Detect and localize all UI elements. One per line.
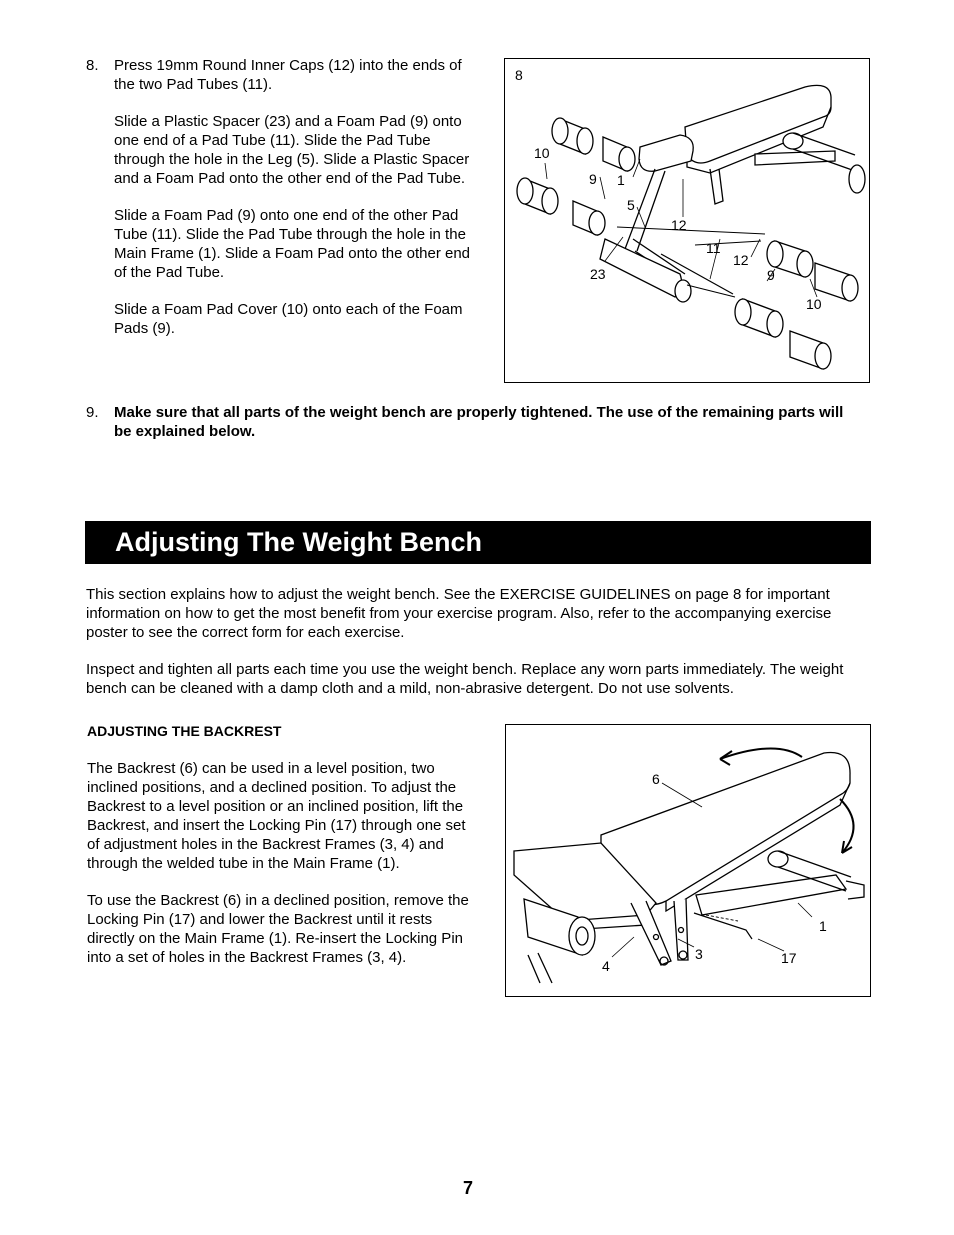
figure-step-label: 8 xyxy=(515,67,523,83)
section-banner xyxy=(85,521,871,564)
backrest-paragraph: To use the Backrest (6) in a declined position, remove the Locking Pin (17) and lower the Backrest until it rests directly on the Main Frame (1). Re-insert the Locking Pin into a set of holes in the Backrest Frames (3, 4). xyxy=(87,892,469,966)
callout-label: 10 xyxy=(806,296,822,312)
callout-label: 4 xyxy=(602,958,610,974)
callout-label: 11 xyxy=(706,240,721,256)
step-8-figure xyxy=(504,58,870,383)
backrest-figure xyxy=(505,724,871,997)
section-intro xyxy=(86,585,872,716)
callout-label: 9 xyxy=(767,267,775,283)
backrest-paragraph: The Backrest (6) can be used in a level position, two inclined positions, and a declined position. To adjust the Backrest to a level position or an inclined position, lift the Backrest, and insert the Locking Pin (17) through one set of adjustment holes in the Backrest Frames (3, 4) and through the welded tube in the Main Frame (1). xyxy=(87,760,466,872)
step-8-paragraph: Slide a Plastic Spacer (23) and a Foam Pad (9) onto one end of a Pad Tube (11). Slide the Pad Tube through the hole in the Leg (5). Slide a Plastic Spacer and a Foam Pad onto the other end of the Pad Tube. xyxy=(114,113,470,187)
callout-label: 3 xyxy=(695,946,703,962)
step-8-paragraph: Slide a Foam Pad (9) onto one end of the other Pad Tube (11). Slide the Pad Tube through the hole in the Main Frame (1). Slide a Foam Pad onto the other end of the Pad Tube. xyxy=(114,207,471,281)
step-8-number: 8. xyxy=(86,57,99,74)
step-9-text: Make sure that all parts of the weight bench are properly tightened. The use of the remaining parts will be explained below. xyxy=(114,404,844,440)
callout-label: 10 xyxy=(534,145,550,161)
backrest-heading: ADJUSTING THE BACKREST xyxy=(87,723,282,739)
page-number: 7 xyxy=(463,1178,474,1198)
backrest-text xyxy=(87,759,481,985)
step-8-text xyxy=(114,56,482,356)
callout-label: 9 xyxy=(589,171,597,187)
intro-paragraph: Inspect and tighten all parts each time you use the weight bench. Replace any worn parts immediately. The weight bench can be cleaned with a damp cloth and a mild, non-abrasive detergent. Do not use solvents. xyxy=(86,661,844,697)
callout-label: 12 xyxy=(671,217,687,233)
assembly-illustration xyxy=(505,59,871,384)
section-title: Adjusting The Weight Bench xyxy=(115,527,482,557)
callout-label: 12 xyxy=(733,252,749,268)
callout-label: 5 xyxy=(627,197,635,213)
step-8-paragraph: Press 19mm Round Inner Caps (12) into the ends of the two Pad Tubes (11). xyxy=(114,57,462,93)
callout-label: 23 xyxy=(590,266,606,282)
step-9-number: 9. xyxy=(86,404,99,421)
intro-paragraph: This section explains how to adjust the weight bench. See the EXERCISE GUIDELINES on page 8 for important information on how to get the most benefit from your exercise program. Also, refer to the accompanying exercise poster to see the correct form for each exercise. xyxy=(86,586,832,641)
callout-label: 17 xyxy=(781,950,797,966)
callout-label: 1 xyxy=(617,172,625,188)
callout-label: 1 xyxy=(819,918,827,934)
step-8-paragraph: Slide a Foam Pad Cover (10) onto each of the Foam Pads (9). xyxy=(114,301,463,337)
backrest-illustration xyxy=(506,725,872,998)
callout-label: 6 xyxy=(652,771,660,787)
